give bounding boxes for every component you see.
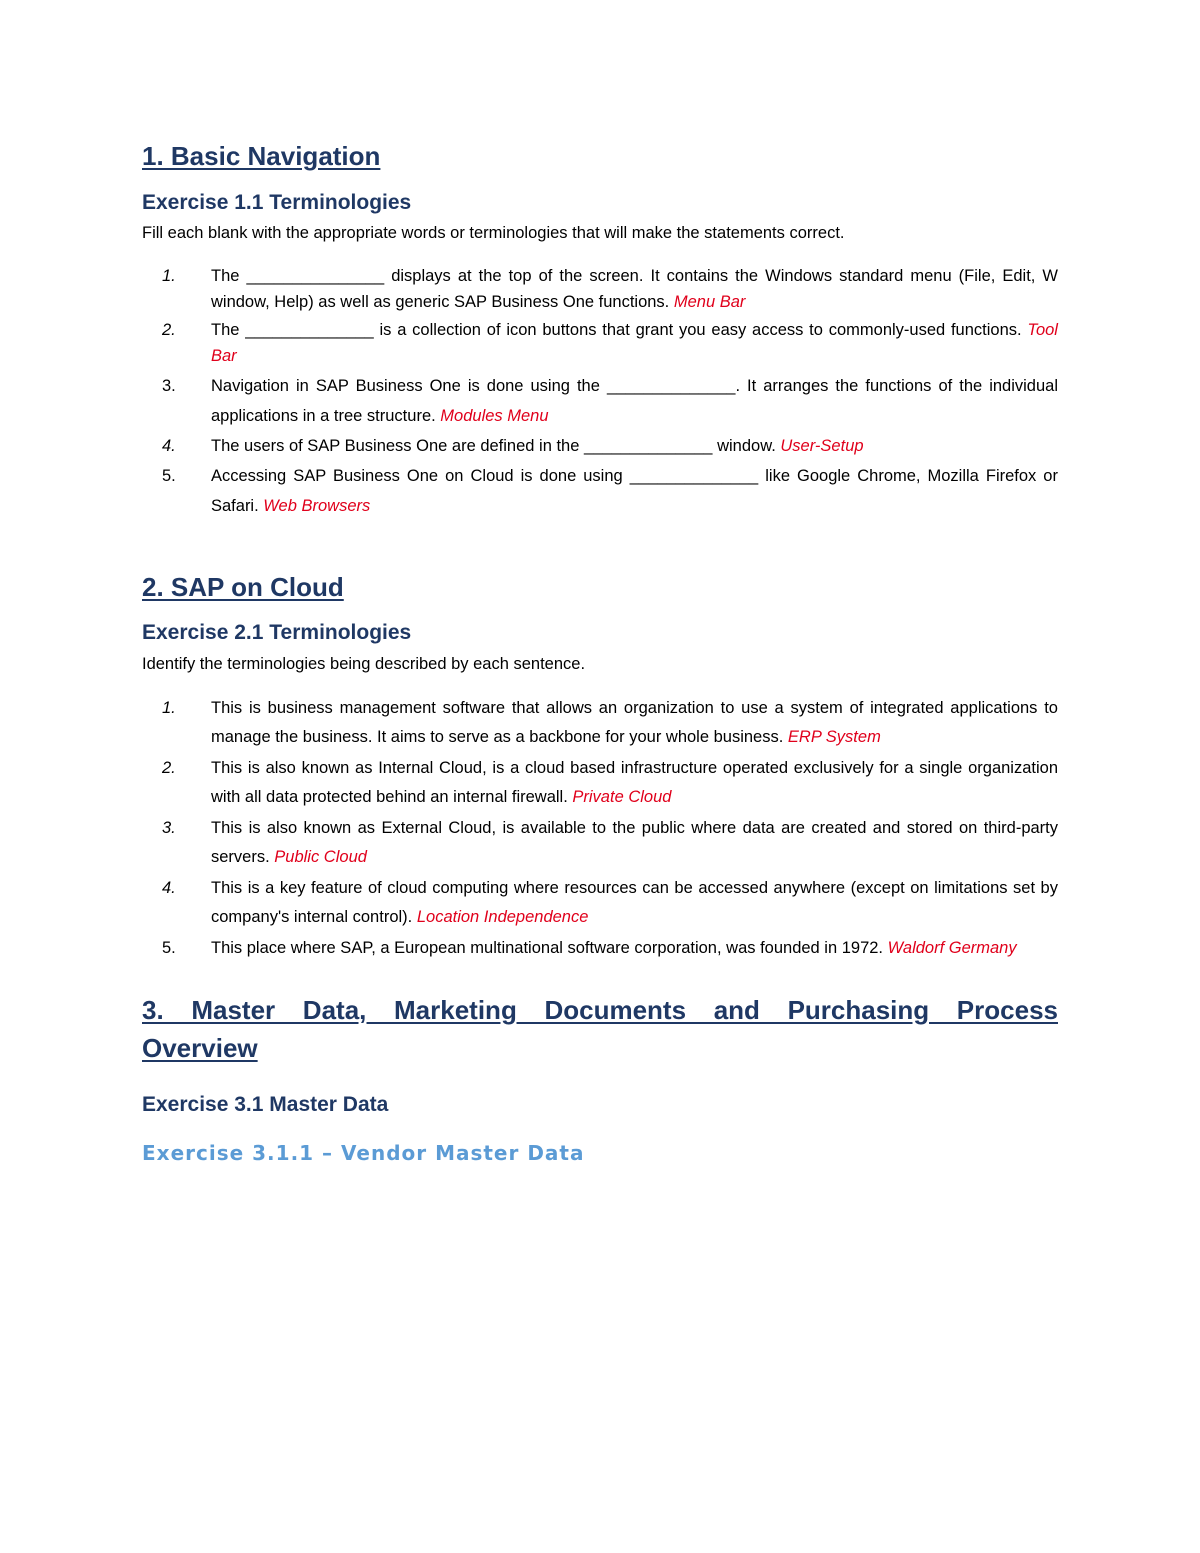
answer-text: Modules Menu bbox=[440, 406, 549, 425]
list-item: 2. The ______________ is a collection of icon buttons that grant you easy access to commonly-used functions. Tool Bar bbox=[142, 317, 1058, 369]
fill-blank-list bbox=[142, 263, 1058, 521]
list-item: 4. The users of SAP Business One are defined in the ______________ window. User-Setup bbox=[142, 431, 1058, 461]
section-title: 3. Master Data, Marketing Documents and Purchasing Process Overview bbox=[142, 994, 1058, 1063]
answer-text: Private Cloud bbox=[572, 787, 672, 806]
item-number: 2. bbox=[162, 758, 176, 777]
section-master-data bbox=[142, 991, 1058, 1166]
item-number: 1. bbox=[162, 266, 176, 285]
list-item: 3. This is also known as External Cloud, is available to the public where data are created and stored on third-party servers. Public Cloud bbox=[142, 814, 1058, 872]
list-item: 1. The _______________ displays at the top of the screen. It contains the Windows standard menu (File, Edit, W window, Help) as well as generic SAP Business One functions. Menu Bar bbox=[142, 263, 1058, 315]
section-basic-navigation bbox=[142, 140, 1058, 521]
answer-blank: ______________ bbox=[245, 320, 374, 339]
item-number: 4. bbox=[162, 436, 176, 455]
answer-text: Menu Bar bbox=[673, 292, 746, 311]
list-item: 4. This is a key feature of cloud computing where resources can be accessed anywhere (except on limitations set by company's internal control). Location Independence bbox=[142, 874, 1058, 932]
list-item: 5. Accessing SAP Business One on Cloud is done using ______________ like Google Chrome, Mozilla Firefox or Safari. Web Browsers bbox=[142, 461, 1058, 521]
answer-text: Public Cloud bbox=[274, 847, 367, 866]
subexercise-title: Exercise 3.1.1 – Vendor Master Data bbox=[142, 1141, 585, 1166]
answer-text: User-Setup bbox=[780, 436, 864, 455]
item-number: 2. bbox=[162, 320, 176, 339]
answer-text: Location Independence bbox=[416, 907, 589, 926]
answer-blank: ______________ bbox=[584, 436, 713, 455]
exercise-instructions: Identify the terminologies being described by each sentence. bbox=[142, 654, 586, 673]
identification-list bbox=[142, 694, 1058, 963]
item-number: 4. bbox=[162, 878, 176, 897]
document-page bbox=[142, 140, 1058, 1166]
section-title: 2. SAP on Cloud bbox=[142, 571, 344, 602]
exercise-title: Exercise 1.1 Terminologies bbox=[142, 190, 412, 214]
answer-blank: ______________ bbox=[629, 466, 759, 485]
item-number: 3. bbox=[162, 376, 176, 395]
section-title: 1. Basic Navigation bbox=[142, 141, 381, 171]
item-number: 1. bbox=[162, 698, 176, 717]
list-item: 2. This is also known as Internal Cloud, is a cloud based infrastructure operated exclusively for a single organization with all data protected behind an internal firewall. Private Cloud bbox=[142, 754, 1058, 812]
answer-blank: _______________ bbox=[246, 266, 385, 285]
section-sap-on-cloud bbox=[142, 571, 1058, 963]
list-item: 3. Navigation in SAP Business One is done using the ______________. It arranges the functions of the individual applications in a tree structure. Modules Menu bbox=[142, 371, 1058, 431]
list-item: 1. This is business management software that allows an organization to use a system of integrated applications to manage the business. It aims to serve as a backbone for your whole business. ERP System bbox=[142, 694, 1058, 752]
answer-text: Web Browsers bbox=[263, 496, 371, 515]
item-number: 5. bbox=[162, 466, 176, 485]
item-number: 5. bbox=[162, 938, 176, 957]
answer-text: Tool Bar bbox=[211, 320, 1058, 365]
answer-text: ERP System bbox=[787, 727, 881, 746]
item-number: 3. bbox=[162, 818, 176, 837]
exercise-instructions: Fill each blank with the appropriate words or terminologies that will make the statements correct. bbox=[142, 223, 845, 242]
exercise-title: Exercise 3.1 Master Data bbox=[142, 1092, 389, 1116]
answer-blank: ______________ bbox=[606, 376, 736, 395]
list-item: 5. This place where SAP, a European multinational software corporation, was founded in 1972. Waldorf Germany bbox=[142, 934, 1058, 963]
exercise-title: Exercise 2.1 Terminologies bbox=[142, 621, 412, 645]
answer-text: Waldorf Germany bbox=[887, 938, 1017, 957]
